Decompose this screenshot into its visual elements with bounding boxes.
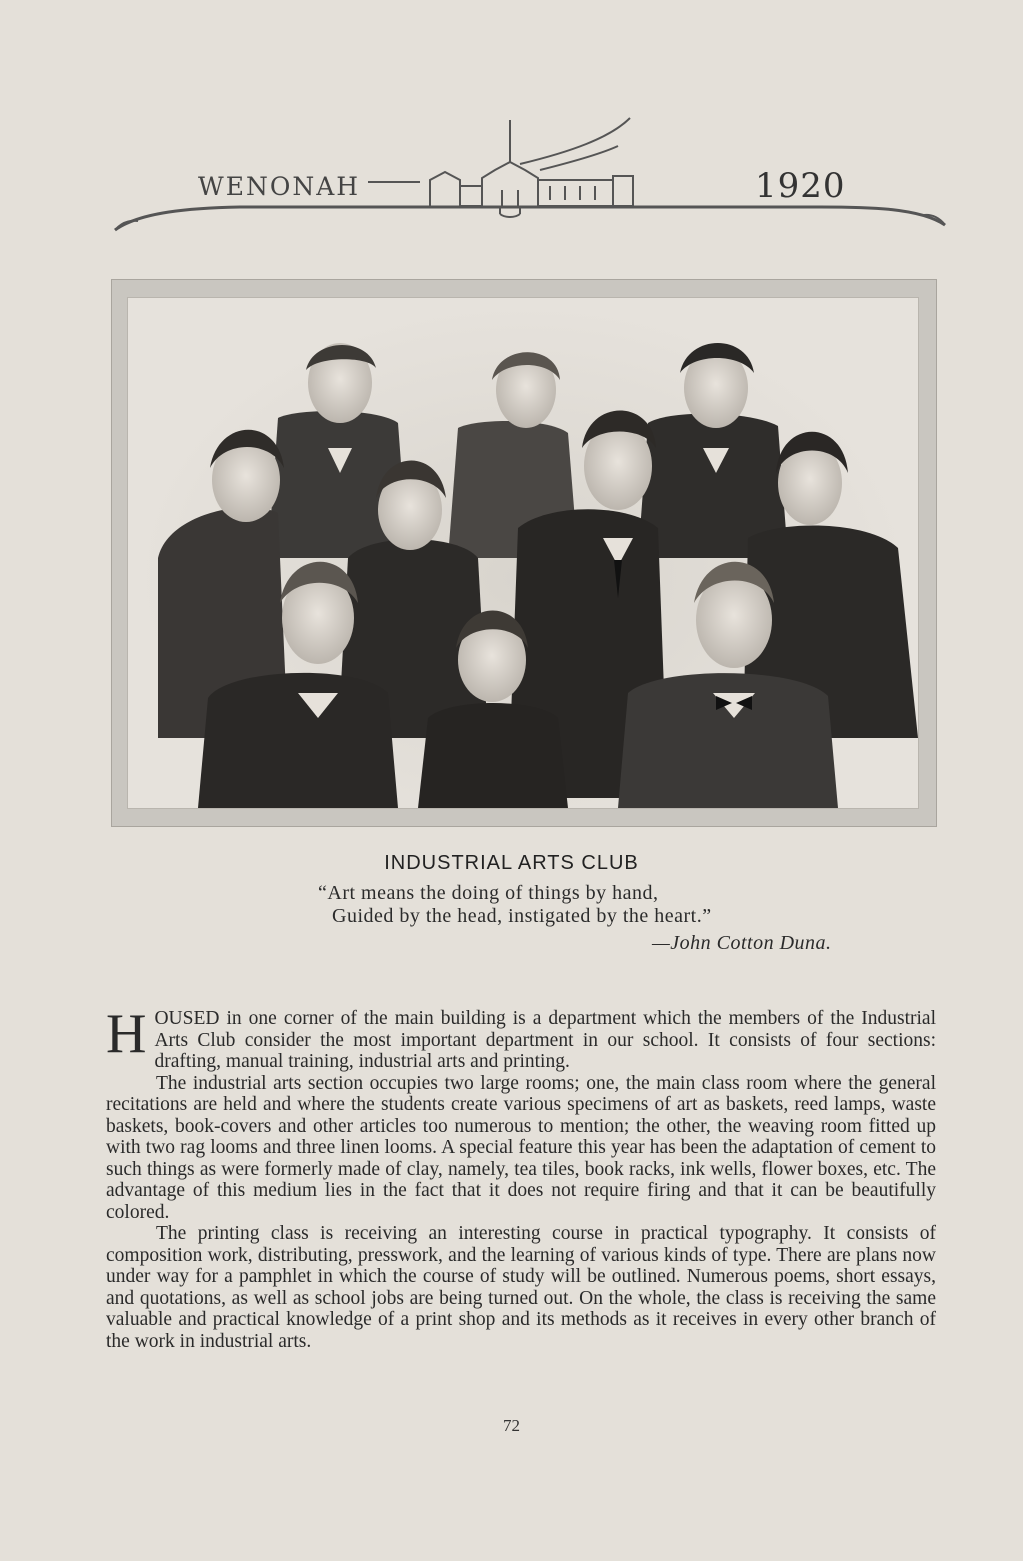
group-portrait-image [128, 298, 918, 808]
paragraph-1-text: OUSED in one corner of the main building is a department which the members of the Industrial Arts Club consider the most important department in our school. It consists of four sections: drafting, manual training, industrial arts and printing. [154, 1008, 936, 1072]
page-number: 72 [503, 1416, 520, 1435]
yearbook-year: 1920 [755, 166, 846, 206]
quote-line-1: “Art means the doing of things by hand, [318, 882, 659, 904]
group-photo-frame [112, 280, 936, 826]
yearbook-title: WENONAH [198, 172, 361, 201]
paragraph-3: The printing class is receiving an interesting course in practical typography. It consists of composition work, distributing, presswork, and the learning of various kinds of type. There are plans now under way for a pamphlet in which the course of study will be outlined. Numerous poems, short essays, and quotations, as well as school jobs are being turned out. On the whole, the class is receiving the same valuable and practical knowledge of a print shop and its methods as it receives in every other branch of the work in industrial arts. [106, 1223, 936, 1352]
quote-line-2: Guided by the head, instigated by the heart.” [332, 905, 712, 927]
paragraph-1 [106, 1003, 936, 1073]
group-photo [128, 298, 918, 808]
club-title: INDUSTRIAL ARTS CLUB [384, 852, 639, 874]
page-header [100, 100, 950, 250]
drop-cap: H [106, 1003, 147, 1065]
paragraph-2: The industrial arts section occupies two large rooms; one, the main class room where the general recitations are held and where the students create various specimens of art as baskets, reed lamps, waste baskets, book-covers and other articles too numerous to mention; the other, the weaving room fitted up with two rag looms and three linen looms. A special feature this year has been the adaptation of cement to such things as were formerly made of clay, namely, tea tiles, book racks, ink wells, flower boxes, etc. The advantage of this medium lies in the fact that it does not require firing and that it can be beautifully colored. [106, 1072, 936, 1223]
quote-attribution: —John Cotton Duna. [652, 932, 832, 954]
article-body [106, 1003, 936, 1352]
